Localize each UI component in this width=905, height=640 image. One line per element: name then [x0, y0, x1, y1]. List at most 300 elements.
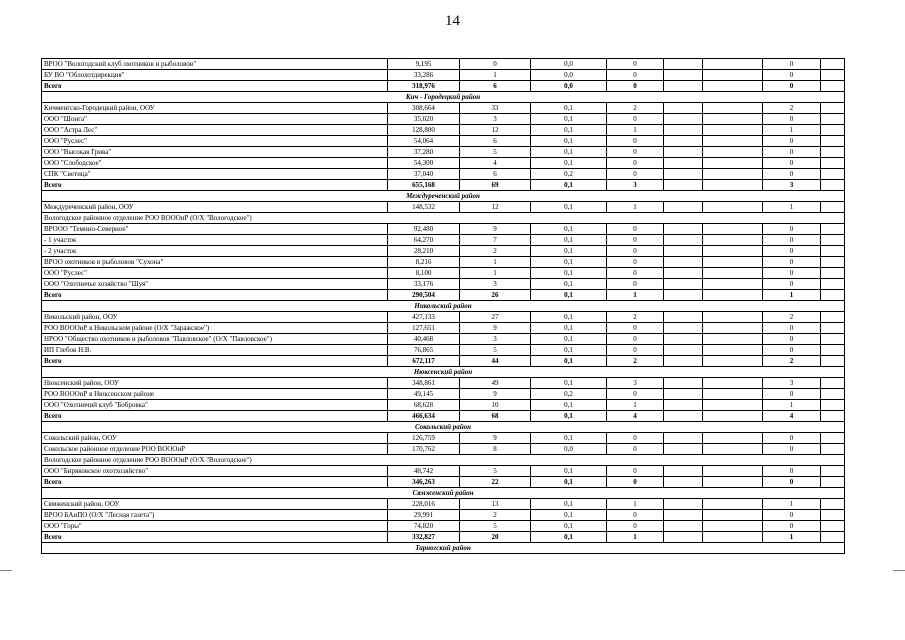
- value-cell: [703, 521, 763, 532]
- value-cell: [821, 499, 845, 510]
- owner-name-cell: РОО ВОООиР в Нюксенском районе: [42, 389, 388, 400]
- value-cell: 9: [460, 224, 531, 235]
- value-cell: [703, 224, 763, 235]
- value-cell: 0,1: [531, 345, 607, 356]
- value-cell: 33,176: [388, 279, 460, 290]
- value-cell: [821, 180, 845, 191]
- row-label: Вологодское районное отделение РОО ВОООиР (О/Х "Вологодское"): [42, 455, 845, 466]
- value-cell: 0: [763, 158, 821, 169]
- value-cell: 0: [607, 235, 664, 246]
- owner-name-cell: ООО "Горы": [42, 521, 388, 532]
- value-cell: 0,1: [531, 202, 607, 213]
- value-cell: [703, 433, 763, 444]
- value-cell: [703, 257, 763, 268]
- owner-name-cell: ООО "Руслес": [42, 136, 388, 147]
- value-cell: 3: [607, 378, 664, 389]
- value-cell: 2: [607, 356, 664, 367]
- value-cell: 1: [607, 202, 664, 213]
- value-cell: 0,1: [531, 433, 607, 444]
- value-cell: 49,145: [388, 389, 460, 400]
- district-header-row: [42, 301, 845, 312]
- district-header-row: [42, 422, 845, 433]
- value-cell: 0: [607, 279, 664, 290]
- value-cell: 2: [460, 510, 531, 521]
- value-cell: [703, 125, 763, 136]
- table-row: [42, 499, 845, 510]
- owner-name-cell: Сокольский район, ООУ: [42, 433, 388, 444]
- value-cell: 0,1: [531, 180, 607, 191]
- owner-name-cell: ООО "Биряковское охотхозяйство": [42, 466, 388, 477]
- value-cell: 0,0: [531, 444, 607, 455]
- value-cell: 1: [763, 202, 821, 213]
- value-cell: [821, 59, 845, 70]
- value-cell: 33,286: [388, 70, 460, 81]
- owner-name-cell: Всего: [42, 180, 388, 191]
- value-cell: 92,480: [388, 224, 460, 235]
- value-cell: 8: [460, 444, 531, 455]
- value-cell: [703, 334, 763, 345]
- value-cell: [703, 323, 763, 334]
- value-cell: 49: [460, 378, 531, 389]
- margin-mark-left: [0, 570, 12, 571]
- value-cell: 0: [763, 323, 821, 334]
- value-cell: 0: [763, 345, 821, 356]
- owner-name-cell: Междуреченский район, ООУ: [42, 202, 388, 213]
- value-cell: 0: [607, 59, 664, 70]
- owner-name-cell: ООО "Высокая Грива": [42, 147, 388, 158]
- table-row: [42, 345, 845, 356]
- owner-name-cell: Никольский район, ООУ: [42, 312, 388, 323]
- value-cell: 0: [763, 235, 821, 246]
- value-cell: 1: [607, 499, 664, 510]
- owner-name-cell: ООО "Слободское": [42, 158, 388, 169]
- value-cell: 0: [607, 158, 664, 169]
- value-cell: [664, 136, 703, 147]
- owner-name-cell: - 2 участок: [42, 246, 388, 257]
- value-cell: 0,2: [531, 169, 607, 180]
- row-label: Сямженский район: [42, 488, 845, 499]
- value-cell: 0,1: [531, 521, 607, 532]
- value-cell: 0: [607, 81, 664, 92]
- value-cell: [664, 246, 703, 257]
- value-cell: 0,1: [531, 510, 607, 521]
- value-cell: 0,1: [531, 312, 607, 323]
- table-row: [42, 466, 845, 477]
- value-cell: [664, 532, 703, 543]
- row-label: Нюксенский район: [42, 367, 845, 378]
- value-cell: 427,133: [388, 312, 460, 323]
- value-cell: [703, 81, 763, 92]
- value-cell: [664, 279, 703, 290]
- value-cell: 33: [460, 103, 531, 114]
- value-cell: [703, 345, 763, 356]
- value-cell: [664, 389, 703, 400]
- value-cell: 0: [763, 257, 821, 268]
- value-cell: [703, 356, 763, 367]
- value-cell: 6: [460, 81, 531, 92]
- value-cell: 0,1: [531, 268, 607, 279]
- value-cell: [664, 114, 703, 125]
- value-cell: 29,991: [388, 510, 460, 521]
- value-cell: 9: [460, 323, 531, 334]
- value-cell: 12: [460, 125, 531, 136]
- value-cell: 0,1: [531, 136, 607, 147]
- value-cell: [703, 532, 763, 543]
- value-cell: [664, 180, 703, 191]
- value-cell: [821, 444, 845, 455]
- row-label: Кич - Городецкий район: [42, 92, 845, 103]
- value-cell: 0: [763, 246, 821, 257]
- value-cell: [664, 521, 703, 532]
- district-header-row: [42, 191, 845, 202]
- table-row: [42, 125, 845, 136]
- value-cell: 1: [763, 125, 821, 136]
- value-cell: 3: [460, 114, 531, 125]
- value-cell: 28,210: [388, 246, 460, 257]
- value-cell: 7: [460, 235, 531, 246]
- table-row: [42, 279, 845, 290]
- value-cell: [703, 268, 763, 279]
- value-cell: 40,468: [388, 334, 460, 345]
- value-cell: [664, 103, 703, 114]
- total-row: [42, 532, 845, 543]
- owner-name-cell: Кичменгско-Городецкий район, ООУ: [42, 103, 388, 114]
- value-cell: [664, 378, 703, 389]
- value-cell: 318,976: [388, 81, 460, 92]
- value-cell: [664, 433, 703, 444]
- value-cell: [703, 169, 763, 180]
- value-cell: [664, 466, 703, 477]
- value-cell: [664, 356, 703, 367]
- table-row: [42, 59, 845, 70]
- value-cell: [821, 323, 845, 334]
- value-cell: 4: [607, 411, 664, 422]
- row-label: Междуреченский район: [42, 191, 845, 202]
- value-cell: 0: [763, 268, 821, 279]
- owner-name-cell: Всего: [42, 532, 388, 543]
- value-cell: 5: [460, 521, 531, 532]
- value-cell: [664, 59, 703, 70]
- value-cell: [821, 400, 845, 411]
- value-cell: 0,1: [531, 279, 607, 290]
- table-row: [42, 521, 845, 532]
- value-cell: 0,1: [531, 477, 607, 488]
- value-cell: 672,117: [388, 356, 460, 367]
- value-cell: [821, 246, 845, 257]
- table-row: [42, 147, 845, 158]
- value-cell: 0,1: [531, 114, 607, 125]
- value-cell: 332,827: [388, 532, 460, 543]
- value-cell: [703, 290, 763, 301]
- value-cell: 466,634: [388, 411, 460, 422]
- value-cell: [821, 70, 845, 81]
- value-cell: [703, 103, 763, 114]
- owner-name-cell: Сямженский район, ООУ: [42, 499, 388, 510]
- value-cell: 9: [460, 433, 531, 444]
- value-cell: [664, 499, 703, 510]
- value-cell: 0,1: [531, 224, 607, 235]
- table-row: [42, 444, 845, 455]
- value-cell: 68: [460, 411, 531, 422]
- value-cell: 0: [763, 59, 821, 70]
- table-row: [42, 389, 845, 400]
- value-cell: [703, 400, 763, 411]
- full-width-note-row: [42, 455, 845, 466]
- value-cell: [821, 114, 845, 125]
- value-cell: [821, 433, 845, 444]
- value-cell: 0: [763, 510, 821, 521]
- table-body: [42, 59, 845, 554]
- table-row: [42, 202, 845, 213]
- value-cell: 2: [607, 312, 664, 323]
- value-cell: [821, 158, 845, 169]
- owner-name-cell: Всего: [42, 411, 388, 422]
- value-cell: 2: [763, 312, 821, 323]
- value-cell: 8,100: [388, 268, 460, 279]
- value-cell: 64,270: [388, 235, 460, 246]
- value-cell: 0: [607, 323, 664, 334]
- value-cell: [703, 59, 763, 70]
- table-row: [42, 235, 845, 246]
- value-cell: [664, 345, 703, 356]
- value-cell: 0,1: [531, 532, 607, 543]
- owner-name-cell: БУ ВО "Облохотдирекция": [42, 70, 388, 81]
- value-cell: [664, 81, 703, 92]
- value-cell: 48,742: [388, 466, 460, 477]
- value-cell: [664, 224, 703, 235]
- table-row: [42, 334, 845, 345]
- table-row: [42, 257, 845, 268]
- value-cell: 0: [607, 345, 664, 356]
- owner-name-cell: - 1 участок: [42, 235, 388, 246]
- value-cell: 346,263: [388, 477, 460, 488]
- value-cell: 0: [607, 70, 664, 81]
- value-cell: [703, 235, 763, 246]
- value-cell: [664, 257, 703, 268]
- value-cell: [664, 70, 703, 81]
- district-header-row: [42, 367, 845, 378]
- value-cell: [821, 224, 845, 235]
- value-cell: [703, 70, 763, 81]
- value-cell: 1: [460, 268, 531, 279]
- value-cell: 0: [607, 466, 664, 477]
- value-cell: 0: [763, 169, 821, 180]
- value-cell: [703, 510, 763, 521]
- total-row: [42, 477, 845, 488]
- value-cell: 0: [607, 334, 664, 345]
- value-cell: 1: [460, 257, 531, 268]
- value-cell: [703, 477, 763, 488]
- value-cell: [821, 169, 845, 180]
- value-cell: 37,280: [388, 147, 460, 158]
- value-cell: 0,1: [531, 323, 607, 334]
- value-cell: 0: [607, 114, 664, 125]
- value-cell: 3: [763, 180, 821, 191]
- value-cell: 0: [607, 224, 664, 235]
- value-cell: [821, 202, 845, 213]
- value-cell: 348,861: [388, 378, 460, 389]
- total-row: [42, 411, 845, 422]
- value-cell: [664, 290, 703, 301]
- value-cell: 0: [763, 147, 821, 158]
- table-row: [42, 169, 845, 180]
- owner-name-cell: Сокольское районное отделение РОО ВОООиР: [42, 444, 388, 455]
- value-cell: 0: [607, 510, 664, 521]
- value-cell: 0: [763, 279, 821, 290]
- value-cell: 290,504: [388, 290, 460, 301]
- value-cell: 1: [607, 400, 664, 411]
- value-cell: 5: [460, 147, 531, 158]
- value-cell: 0: [607, 246, 664, 257]
- owner-name-cell: НРОО "Общество охотников и рыболовов "Павловское" (О/Х "Павловское"): [42, 334, 388, 345]
- owner-name-cell: Нюксенский район, ООУ: [42, 378, 388, 389]
- value-cell: [703, 202, 763, 213]
- value-cell: [821, 477, 845, 488]
- value-cell: 0: [763, 389, 821, 400]
- owner-name-cell: ООО "Астра Лес": [42, 125, 388, 136]
- owner-name-cell: ООО "Руслес": [42, 268, 388, 279]
- value-cell: [664, 400, 703, 411]
- district-header-row: [42, 488, 845, 499]
- value-cell: 0: [607, 257, 664, 268]
- table-row: [42, 510, 845, 521]
- total-row: [42, 81, 845, 92]
- owner-name-cell: Всего: [42, 477, 388, 488]
- table-row: [42, 433, 845, 444]
- value-cell: 0: [763, 70, 821, 81]
- value-cell: [664, 125, 703, 136]
- value-cell: [664, 312, 703, 323]
- value-cell: 0: [607, 169, 664, 180]
- value-cell: [703, 279, 763, 290]
- value-cell: [821, 103, 845, 114]
- value-cell: 2: [763, 103, 821, 114]
- value-cell: 54,300: [388, 158, 460, 169]
- value-cell: 27: [460, 312, 531, 323]
- value-cell: 0: [763, 444, 821, 455]
- value-cell: 0: [763, 136, 821, 147]
- value-cell: 0: [763, 334, 821, 345]
- value-cell: 1: [607, 532, 664, 543]
- value-cell: [821, 235, 845, 246]
- value-cell: 26: [460, 290, 531, 301]
- value-cell: 9,195: [388, 59, 460, 70]
- value-cell: 170,762: [388, 444, 460, 455]
- hunting-quota-table: [41, 58, 845, 554]
- value-cell: 54,064: [388, 136, 460, 147]
- full-width-note-row: [42, 213, 845, 224]
- value-cell: [821, 356, 845, 367]
- value-cell: 76,865: [388, 345, 460, 356]
- value-cell: 69: [460, 180, 531, 191]
- value-cell: [664, 158, 703, 169]
- value-cell: 127,651: [388, 323, 460, 334]
- total-row: [42, 356, 845, 367]
- value-cell: 2: [607, 103, 664, 114]
- value-cell: 0: [763, 224, 821, 235]
- value-cell: 0,1: [531, 400, 607, 411]
- value-cell: [821, 466, 845, 477]
- total-row: [42, 180, 845, 191]
- value-cell: [664, 268, 703, 279]
- value-cell: 1: [763, 499, 821, 510]
- row-label: Вологодское районное отделение РОО ВОООиР (О/Х "Вологодское"): [42, 213, 845, 224]
- value-cell: 0: [763, 477, 821, 488]
- value-cell: 0,1: [531, 290, 607, 301]
- district-header-row: [42, 543, 845, 554]
- value-cell: 0,1: [531, 125, 607, 136]
- value-cell: [821, 125, 845, 136]
- value-cell: 10: [460, 400, 531, 411]
- owner-name-cell: Всего: [42, 356, 388, 367]
- value-cell: [703, 378, 763, 389]
- value-cell: 0,0: [531, 81, 607, 92]
- value-cell: [703, 499, 763, 510]
- value-cell: [664, 477, 703, 488]
- value-cell: 37,040: [388, 169, 460, 180]
- value-cell: 128,800: [388, 125, 460, 136]
- value-cell: [664, 411, 703, 422]
- value-cell: 1: [763, 532, 821, 543]
- value-cell: [821, 312, 845, 323]
- owner-name-cell: Всего: [42, 81, 388, 92]
- value-cell: [703, 158, 763, 169]
- value-cell: 3: [460, 334, 531, 345]
- value-cell: 6: [460, 169, 531, 180]
- value-cell: 2: [460, 246, 531, 257]
- value-cell: 0,0: [531, 59, 607, 70]
- value-cell: [821, 290, 845, 301]
- value-cell: [664, 235, 703, 246]
- value-cell: 44: [460, 356, 531, 367]
- value-cell: 35,020: [388, 114, 460, 125]
- value-cell: 0: [607, 444, 664, 455]
- value-cell: [821, 411, 845, 422]
- table-row: [42, 158, 845, 169]
- value-cell: 1: [763, 290, 821, 301]
- value-cell: 0,2: [531, 389, 607, 400]
- value-cell: [703, 389, 763, 400]
- value-cell: 0: [607, 136, 664, 147]
- value-cell: [821, 510, 845, 521]
- value-cell: 22: [460, 477, 531, 488]
- value-cell: 74,820: [388, 521, 460, 532]
- value-cell: [821, 334, 845, 345]
- table-row: [42, 136, 845, 147]
- value-cell: [703, 312, 763, 323]
- value-cell: 0,1: [531, 147, 607, 158]
- value-cell: [703, 180, 763, 191]
- value-cell: 13: [460, 499, 531, 510]
- table-row: [42, 378, 845, 389]
- table-row: [42, 400, 845, 411]
- owner-name-cell: РОО ВОООиР в Никольском районе (О/Х "Заражское"): [42, 323, 388, 334]
- table-row: [42, 312, 845, 323]
- value-cell: 126,759: [388, 433, 460, 444]
- value-cell: 3: [460, 279, 531, 290]
- value-cell: 1: [607, 290, 664, 301]
- value-cell: 0,1: [531, 378, 607, 389]
- row-label: Сокольский район: [42, 422, 845, 433]
- value-cell: [664, 444, 703, 455]
- value-cell: [664, 147, 703, 158]
- value-cell: 148,532: [388, 202, 460, 213]
- value-cell: 308,664: [388, 103, 460, 114]
- page-number: 14: [445, 13, 460, 29]
- value-cell: 20: [460, 532, 531, 543]
- value-cell: 0,1: [531, 103, 607, 114]
- owner-name-cell: ООО "Охотничий клуб "Бобровка": [42, 400, 388, 411]
